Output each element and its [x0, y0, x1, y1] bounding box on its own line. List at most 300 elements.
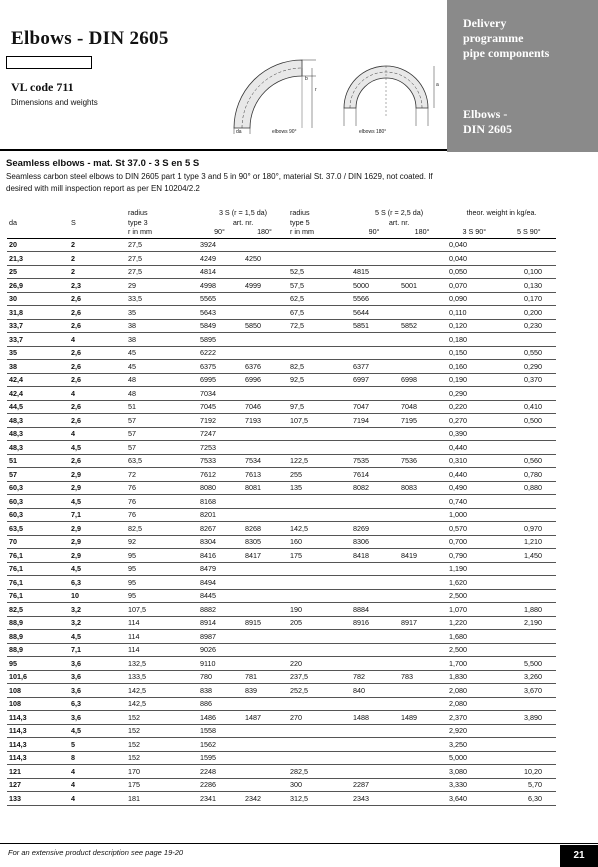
cell-5s-90: 8082: [351, 481, 399, 495]
cell-da: 88,9: [7, 643, 69, 657]
label-r: r: [315, 87, 317, 93]
cell-weight-3s: 0,050: [447, 265, 497, 279]
cell-da: 25: [7, 265, 69, 279]
cell-5s-180: [399, 697, 447, 711]
cell-3s-180: 781: [243, 670, 288, 684]
table-row: [7, 346, 556, 360]
cell-weight-5s: 0,130: [497, 279, 556, 293]
table-row: [7, 360, 556, 374]
cell-radius5: 107,5: [288, 414, 351, 428]
table-row: [7, 522, 556, 536]
cell-weight-3s: 3,250: [447, 738, 497, 752]
cell-s: 8: [69, 751, 126, 765]
cell-3s-90: 8267: [198, 522, 243, 536]
cell-weight-5s: 3,670: [497, 684, 556, 698]
cell-5s-90: 7194: [351, 414, 399, 428]
cell-5s-180: 783: [399, 670, 447, 684]
cell-3s-90: 9026: [198, 643, 243, 657]
cell-3s-180: [243, 495, 288, 509]
header-s: S: [69, 208, 126, 238]
header-3s-90: 90°: [214, 227, 225, 236]
label-elbows-180: elbows 180°: [359, 129, 387, 135]
cell-5s-90: 5566: [351, 292, 399, 306]
cell-5s-180: 1489: [399, 711, 447, 725]
cell-weight-3s: 0,740: [447, 495, 497, 509]
cell-3s-90: 8304: [198, 535, 243, 549]
label-a: a: [436, 82, 439, 88]
cell-5s-180: [399, 468, 447, 482]
cell-weight-3s: 0,090: [447, 292, 497, 306]
cell-3s-180: 8915: [243, 616, 288, 630]
cell-weight-5s: 0,880: [497, 481, 556, 495]
cell-3s-90: 8201: [198, 508, 243, 522]
cell-radius5: 190: [288, 603, 351, 617]
cell-radius5: 67,5: [288, 306, 351, 320]
header-weight: theor. weight in kg/ea.: [466, 208, 537, 217]
cell-da: 63,5: [7, 522, 69, 536]
cell-3s-180: [243, 441, 288, 455]
cell-3s-90: 8445: [198, 589, 243, 603]
table-row: [7, 468, 556, 482]
table-row: [7, 549, 556, 563]
cell-radius5: [288, 576, 351, 590]
cell-s: 2: [69, 252, 126, 266]
cell-s: 3,6: [69, 684, 126, 698]
cell-5s-90: 6997: [351, 373, 399, 387]
cell-radius3: 57: [126, 427, 198, 441]
cell-3s-180: [243, 630, 288, 644]
cell-5s-90: [351, 765, 399, 779]
cell-radius5: [288, 346, 351, 360]
cell-da: 82,5: [7, 603, 69, 617]
cell-5s-180: 7536: [399, 454, 447, 468]
cell-weight-3s: 2,080: [447, 697, 497, 711]
cell-weight-3s: 0,570: [447, 522, 497, 536]
cell-3s-90: 6222: [198, 346, 243, 360]
cell-weight-5s: 0,100: [497, 265, 556, 279]
cell-weight-3s: 0,270: [447, 414, 497, 428]
cell-5s-180: [399, 387, 447, 401]
cell-3s-180: 8417: [243, 549, 288, 563]
cell-3s-180: 4999: [243, 279, 288, 293]
cell-5s-90: [351, 589, 399, 603]
cell-da: 76,1: [7, 589, 69, 603]
cell-s: 4,5: [69, 724, 126, 738]
cell-5s-90: 5000: [351, 279, 399, 293]
cell-3s-180: [243, 576, 288, 590]
cell-weight-3s: 0,440: [447, 441, 497, 455]
header-3s-group: [198, 208, 288, 238]
header-5s-90: 90°: [368, 227, 380, 236]
cell-da: 114,3: [7, 711, 69, 725]
cell-s: 4,5: [69, 562, 126, 576]
cell-da: 42,4: [7, 373, 69, 387]
cell-radius5: 282,5: [288, 765, 351, 779]
cell-s: 4: [69, 387, 126, 401]
cell-radius3: 63,5: [126, 454, 198, 468]
cell-radius3: 76: [126, 481, 198, 495]
cell-da: 60,3: [7, 481, 69, 495]
cell-3s-90: 886: [198, 697, 243, 711]
cell-weight-5s: 0,370: [497, 373, 556, 387]
cell-weight-3s: 2,920: [447, 724, 497, 738]
cell-radius3: 51: [126, 400, 198, 414]
cell-radius5: 312,5: [288, 792, 351, 806]
cell-3s-90: 8987: [198, 630, 243, 644]
cell-5s-90: [351, 562, 399, 576]
cell-radius3: 95: [126, 589, 198, 603]
section-divider: [0, 149, 447, 151]
cell-3s-180: [243, 657, 288, 671]
cell-s: 7,1: [69, 643, 126, 657]
table-row: [7, 414, 556, 428]
cell-radius5: [288, 238, 351, 252]
cell-weight-3s: 0,310: [447, 454, 497, 468]
cell-da: 21,3: [7, 252, 69, 266]
cell-radius3: 114: [126, 630, 198, 644]
cell-5s-90: 6377: [351, 360, 399, 374]
table-row: [7, 535, 556, 549]
cell-radius5: [288, 562, 351, 576]
cell-da: 26,9: [7, 279, 69, 293]
cell-5s-90: 2287: [351, 778, 399, 792]
cell-3s-90: 838: [198, 684, 243, 698]
cell-3s-90: 780: [198, 670, 243, 684]
cell-5s-90: [351, 724, 399, 738]
header-3s-180: 180°: [257, 227, 272, 236]
table-row: [7, 589, 556, 603]
table-row: [7, 400, 556, 414]
cell-radius5: [288, 252, 351, 266]
cell-radius3: 152: [126, 724, 198, 738]
cell-3s-180: [243, 738, 288, 752]
cell-weight-3s: 1,830: [447, 670, 497, 684]
cell-weight-5s: 0,230: [497, 319, 556, 333]
section-heading: Seamless elbows - mat. St 37.0 - 3 S en 5 S: [6, 158, 200, 169]
cell-weight-5s: 5,500: [497, 657, 556, 671]
cell-5s-90: [351, 495, 399, 509]
cell-3s-180: 8268: [243, 522, 288, 536]
cell-5s-180: [399, 427, 447, 441]
cell-radius5: 237,5: [288, 670, 351, 684]
cell-weight-3s: 0,490: [447, 481, 497, 495]
cell-3s-90: 4249: [198, 252, 243, 266]
cell-radius3: 45: [126, 360, 198, 374]
cell-da: 76,1: [7, 549, 69, 563]
cell-5s-180: [399, 684, 447, 698]
cell-da: 38: [7, 360, 69, 374]
header-3s: 3 S (r = 1,5 da): [218, 208, 268, 217]
cell-s: 2: [69, 238, 126, 252]
cell-3s-90: 8080: [198, 481, 243, 495]
cell-radius3: 57: [126, 441, 198, 455]
cell-radius3: 76: [126, 508, 198, 522]
table-row: [7, 319, 556, 333]
cell-3s-180: 2342: [243, 792, 288, 806]
cell-5s-180: 7048: [399, 400, 447, 414]
cell-5s-90: 7047: [351, 400, 399, 414]
cell-da: 48,3: [7, 427, 69, 441]
cell-5s-180: [399, 751, 447, 765]
cell-weight-5s: 1,880: [497, 603, 556, 617]
vl-code: VL code 711: [11, 80, 74, 94]
table-row: [7, 427, 556, 441]
cell-5s-180: 8917: [399, 616, 447, 630]
cell-radius3: 95: [126, 562, 198, 576]
cell-weight-3s: 0,180: [447, 333, 497, 347]
cell-3s-180: [243, 751, 288, 765]
header-weight-group: [447, 208, 556, 238]
cell-weight-5s: 3,260: [497, 670, 556, 684]
label-elbows-90: elbows 90°: [272, 129, 297, 135]
cell-radius3: 142,5: [126, 697, 198, 711]
cell-da: 30: [7, 292, 69, 306]
cell-weight-5s: 3,890: [497, 711, 556, 725]
cell-weight-5s: 0,410: [497, 400, 556, 414]
cell-s: 2,9: [69, 549, 126, 563]
cell-radius5: 52,5: [288, 265, 351, 279]
cell-s: 3,2: [69, 603, 126, 617]
cell-weight-3s: 1,680: [447, 630, 497, 644]
cell-3s-90: 6995: [198, 373, 243, 387]
cell-3s-180: 7046: [243, 400, 288, 414]
cell-radius3: 29: [126, 279, 198, 293]
cell-radius3: 27,5: [126, 265, 198, 279]
cell-3s-90: 5849: [198, 319, 243, 333]
cell-radius5: 175: [288, 549, 351, 563]
cell-5s-180: [399, 765, 447, 779]
cell-weight-5s: [497, 576, 556, 590]
cell-3s-90: 5643: [198, 306, 243, 320]
header-radius-type3: radius type 3 r in mm: [126, 208, 198, 238]
cell-radius3: 114: [126, 643, 198, 657]
cell-da: 51: [7, 454, 69, 468]
cell-3s-90: 5895: [198, 333, 243, 347]
table-row: [7, 265, 556, 279]
header-5s-artnr: art. nr.: [388, 217, 410, 227]
cell-3s-180: [243, 724, 288, 738]
cell-radius5: 72,5: [288, 319, 351, 333]
cell-3s-180: [243, 292, 288, 306]
cell-s: 5: [69, 738, 126, 752]
table-row: [7, 657, 556, 671]
cell-weight-5s: [497, 724, 556, 738]
cell-da: 57: [7, 468, 69, 482]
title-underline-box: [6, 56, 92, 69]
cell-5s-180: [399, 441, 447, 455]
cell-radius5: 97,5: [288, 400, 351, 414]
cell-radius3: 152: [126, 711, 198, 725]
cell-5s-90: [351, 346, 399, 360]
cell-3s-90: 3924: [198, 238, 243, 252]
header-5s-group: [351, 208, 447, 238]
cell-3s-180: 7193: [243, 414, 288, 428]
cell-5s-180: [399, 495, 447, 509]
cell-3s-180: [243, 765, 288, 779]
cell-radius3: 133,5: [126, 670, 198, 684]
footer-divider: [0, 843, 598, 844]
cell-weight-3s: 1,700: [447, 657, 497, 671]
table-row: [7, 643, 556, 657]
cell-radius3: 38: [126, 319, 198, 333]
cell-s: 4: [69, 778, 126, 792]
cell-radius3: 27,5: [126, 238, 198, 252]
cell-3s-180: 8305: [243, 535, 288, 549]
cell-5s-90: 8418: [351, 549, 399, 563]
cell-3s-180: 839: [243, 684, 288, 698]
cell-5s-180: [399, 657, 447, 671]
table-row: [7, 333, 556, 347]
cell-radius5: 135: [288, 481, 351, 495]
cell-5s-180: [399, 630, 447, 644]
cell-3s-180: 4250: [243, 252, 288, 266]
cell-s: 3,2: [69, 616, 126, 630]
cell-3s-90: 8168: [198, 495, 243, 509]
cell-3s-180: [243, 265, 288, 279]
cell-5s-180: 8419: [399, 549, 447, 563]
cell-radius3: 114: [126, 616, 198, 630]
cell-radius3: 142,5: [126, 684, 198, 698]
cell-5s-90: 8306: [351, 535, 399, 549]
cell-radius3: 132,5: [126, 657, 198, 671]
cell-5s-90: [351, 252, 399, 266]
cell-radius3: 48: [126, 373, 198, 387]
header-radius-type5: radius type 5 r in mm: [288, 208, 351, 238]
cell-3s-180: [243, 427, 288, 441]
cell-weight-5s: [497, 495, 556, 509]
cell-5s-90: [351, 508, 399, 522]
cell-weight-3s: 2,500: [447, 589, 497, 603]
cell-weight-5s: 0,290: [497, 360, 556, 374]
cell-weight-5s: 5,70: [497, 778, 556, 792]
cell-da: 76,1: [7, 576, 69, 590]
cell-s: 4: [69, 792, 126, 806]
cell-da: 44,5: [7, 400, 69, 414]
cell-weight-5s: [497, 238, 556, 252]
cell-weight-5s: 0,200: [497, 306, 556, 320]
cell-weight-3s: 0,390: [447, 427, 497, 441]
cell-da: 114,3: [7, 738, 69, 752]
cell-weight-3s: 0,150: [447, 346, 497, 360]
cell-da: 95: [7, 657, 69, 671]
table-row: [7, 441, 556, 455]
cell-radius5: [288, 724, 351, 738]
cell-3s-180: [243, 306, 288, 320]
cell-5s-90: 840: [351, 684, 399, 698]
cell-radius3: 27,5: [126, 252, 198, 266]
cell-radius3: 45: [126, 346, 198, 360]
cell-5s-180: [399, 792, 447, 806]
page-subtitle: Dimensions and weights: [11, 98, 98, 107]
cell-weight-5s: [497, 697, 556, 711]
cell-da: 35: [7, 346, 69, 360]
cell-weight-5s: 0,970: [497, 522, 556, 536]
cell-5s-180: 7195: [399, 414, 447, 428]
cell-5s-180: [399, 535, 447, 549]
cell-weight-5s: 1,210: [497, 535, 556, 549]
cell-s: 4: [69, 427, 126, 441]
cell-da: 133: [7, 792, 69, 806]
header-3s-artnr: art. nr.: [232, 217, 254, 227]
cell-3s-90: 1595: [198, 751, 243, 765]
cell-weight-3s: 3,080: [447, 765, 497, 779]
cell-5s-180: [399, 346, 447, 360]
cell-s: 4,5: [69, 630, 126, 644]
cell-radius5: 255: [288, 468, 351, 482]
table-row: [7, 724, 556, 738]
cell-weight-3s: 0,440: [447, 468, 497, 482]
table-row: [7, 481, 556, 495]
cell-radius3: 95: [126, 576, 198, 590]
table-row: [7, 306, 556, 320]
cell-weight-5s: 10,20: [497, 765, 556, 779]
cell-radius3: 152: [126, 751, 198, 765]
table-row: [7, 738, 556, 752]
cell-5s-90: 2343: [351, 792, 399, 806]
cell-da: 60,3: [7, 495, 69, 509]
cell-weight-3s: 0,220: [447, 400, 497, 414]
cell-3s-90: 2341: [198, 792, 243, 806]
cell-weight-3s: 0,700: [447, 535, 497, 549]
cell-3s-180: [243, 508, 288, 522]
section-description: Seamless carbon steel elbows to DIN 2605 part 1 type 3 and 5 in 90° or 180°, material St. 37.0 / DIN 1629, not coated. If desired with mill inspection report as per EN 10204/2.2: [6, 172, 433, 193]
cell-radius5: 252,5: [288, 684, 351, 698]
cell-3s-90: 4814: [198, 265, 243, 279]
cell-s: 2,9: [69, 522, 126, 536]
header-5s-180: 180°: [414, 227, 430, 236]
table-row: [7, 778, 556, 792]
table-header-row: [7, 208, 556, 238]
cell-weight-5s: [497, 738, 556, 752]
cell-5s-180: [399, 360, 447, 374]
table-row: [7, 508, 556, 522]
side-panel: [447, 0, 598, 152]
cell-5s-90: [351, 238, 399, 252]
table-row: [7, 697, 556, 711]
cell-weight-3s: 0,120: [447, 319, 497, 333]
elbow-90-drawing: [234, 60, 316, 134]
cell-s: 6,3: [69, 697, 126, 711]
cell-3s-90: 7533: [198, 454, 243, 468]
cell-radius3: 35: [126, 306, 198, 320]
cell-5s-90: 8916: [351, 616, 399, 630]
cell-5s-90: [351, 643, 399, 657]
cell-weight-3s: 1,190: [447, 562, 497, 576]
cell-5s-90: [351, 738, 399, 752]
cell-radius3: 76: [126, 495, 198, 509]
cell-5s-90: [351, 657, 399, 671]
cell-weight-5s: 1,450: [497, 549, 556, 563]
cell-s: 2,6: [69, 292, 126, 306]
cell-s: 2,6: [69, 400, 126, 414]
cell-weight-3s: 1,620: [447, 576, 497, 590]
cell-radius5: 92,5: [288, 373, 351, 387]
cell-s: 2,6: [69, 360, 126, 374]
cell-radius3: 72: [126, 468, 198, 482]
cell-s: 10: [69, 589, 126, 603]
table-row: [7, 670, 556, 684]
cell-5s-180: [399, 643, 447, 657]
cell-da: 42,4: [7, 387, 69, 401]
cell-3s-90: 8914: [198, 616, 243, 630]
cell-5s-90: 7614: [351, 468, 399, 482]
cell-5s-180: [399, 603, 447, 617]
cell-radius5: [288, 508, 351, 522]
cell-radius5: [288, 495, 351, 509]
cell-weight-5s: 2,190: [497, 616, 556, 630]
table-row: [7, 495, 556, 509]
cell-3s-180: [243, 562, 288, 576]
